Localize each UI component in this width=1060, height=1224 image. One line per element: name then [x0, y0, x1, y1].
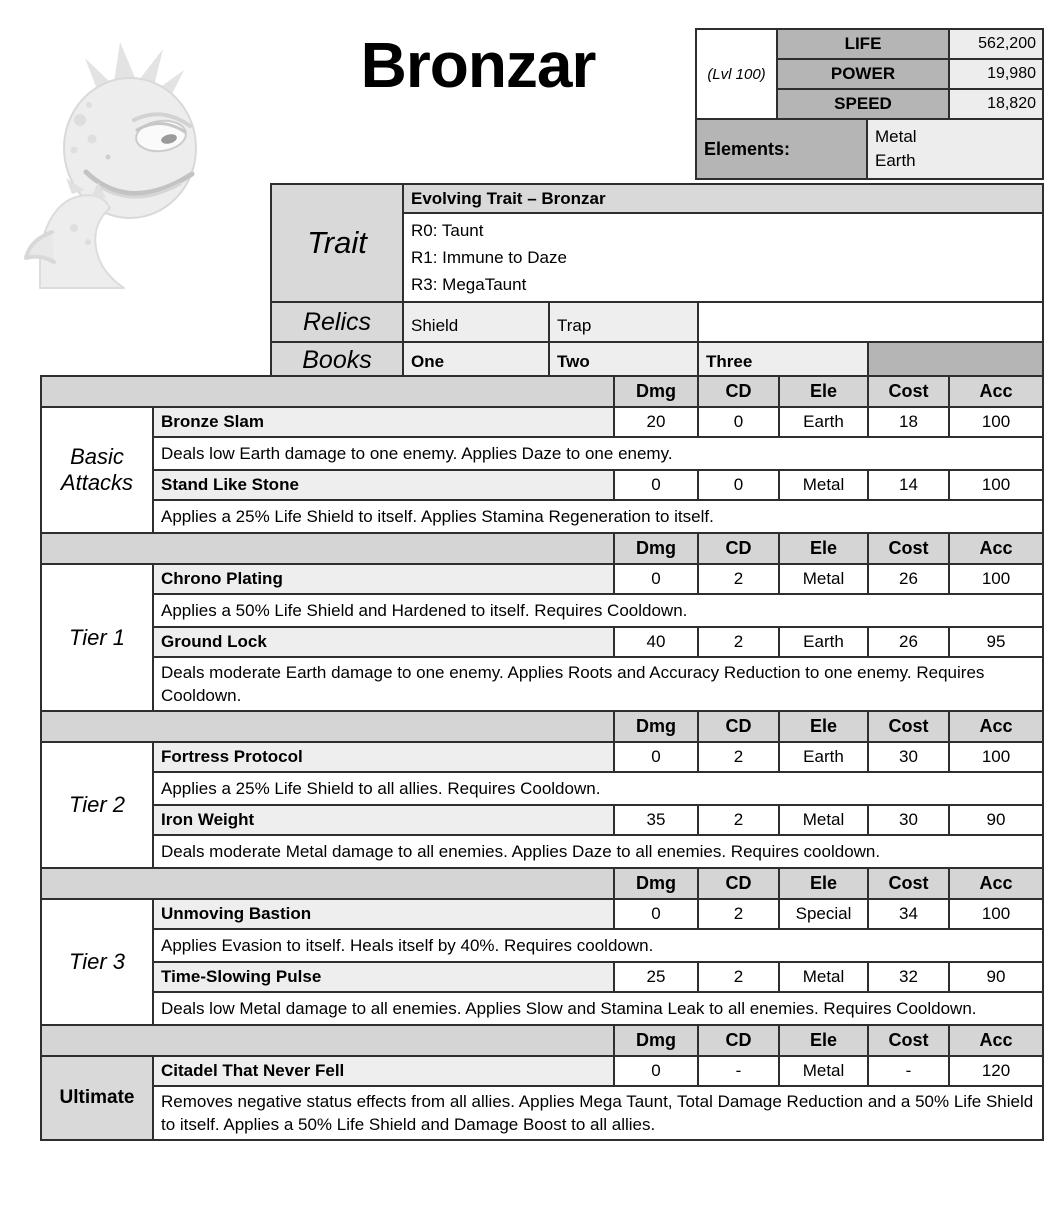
col-dmg: Dmg	[614, 711, 698, 742]
section-label: Tier 3	[41, 899, 153, 1025]
ability-desc-row	[41, 594, 1043, 627]
ability-ele: Metal	[779, 962, 868, 992]
ability-acc: 100	[949, 564, 1043, 594]
header-spacer	[41, 533, 614, 564]
column-header-row	[41, 711, 1043, 742]
section-label: Basic Attacks	[41, 407, 153, 533]
section-ultimate	[40, 1024, 1044, 1141]
ability-dmg: 0	[614, 470, 698, 500]
stat-value-speed: 18,820	[949, 89, 1043, 119]
ability-cost: -	[868, 1056, 949, 1086]
ability-ele: Metal	[779, 1056, 868, 1086]
level-badge: (Lvl 100)	[696, 29, 777, 119]
ability-desc-row	[41, 929, 1043, 962]
ability-cost: 32	[868, 962, 949, 992]
ability-description: Deals low Earth damage to one enemy. Applies Daze to one enemy.	[153, 437, 1043, 470]
header-spacer	[41, 868, 614, 899]
ability-acc: 100	[949, 407, 1043, 437]
stat-row-life	[696, 29, 1043, 59]
col-cost: Cost	[868, 1025, 949, 1056]
ability-row	[41, 407, 1043, 437]
ability-ele: Metal	[779, 470, 868, 500]
col-acc: Acc	[949, 711, 1043, 742]
ability-cd: 0	[698, 407, 779, 437]
ability-acc: 100	[949, 470, 1043, 500]
book-slot-1: One	[403, 342, 549, 378]
ability-dmg: 35	[614, 805, 698, 835]
ability-cost: 26	[868, 627, 949, 657]
col-cost: Cost	[868, 868, 949, 899]
monster-artwork	[22, 36, 237, 291]
ability-acc: 100	[949, 742, 1043, 772]
col-acc: Acc	[949, 868, 1043, 899]
ability-cd: 2	[698, 627, 779, 657]
relics-label: Relics	[271, 302, 403, 342]
stats-table	[695, 28, 1044, 120]
section-label: Ultimate	[41, 1056, 153, 1140]
col-ele: Ele	[779, 711, 868, 742]
ability-ele: Metal	[779, 805, 868, 835]
section-basic-attacks	[40, 375, 1044, 534]
ability-desc-row	[41, 992, 1043, 1025]
ability-name: Iron Weight	[153, 805, 614, 835]
relic-slot-1: Shield	[403, 302, 549, 342]
relics-row	[271, 302, 1043, 342]
column-header-row	[41, 868, 1043, 899]
section-tier-2	[40, 710, 1044, 869]
ability-row	[41, 805, 1043, 835]
trait-ranks	[403, 213, 1043, 302]
ability-dmg: 25	[614, 962, 698, 992]
stat-value-life: 562,200	[949, 29, 1043, 59]
elements-table	[695, 118, 1044, 180]
element-1: Metal	[875, 127, 917, 146]
ability-cost: 30	[868, 742, 949, 772]
ability-row	[41, 470, 1043, 500]
col-ele: Ele	[779, 1025, 868, 1056]
col-cd: CD	[698, 1025, 779, 1056]
column-header-row	[41, 1025, 1043, 1056]
ability-cd: 2	[698, 805, 779, 835]
col-dmg: Dmg	[614, 533, 698, 564]
nostril	[106, 155, 111, 160]
ability-desc-row	[41, 772, 1043, 805]
elements-values	[867, 119, 1043, 179]
col-cost: Cost	[868, 711, 949, 742]
ability-row	[41, 627, 1043, 657]
ability-name: Time-Slowing Pulse	[153, 962, 614, 992]
ability-name: Citadel That Never Fell	[153, 1056, 614, 1086]
ability-ele: Earth	[779, 742, 868, 772]
ability-description: Deals moderate Earth damage to one enemy. Applies Roots and Accuracy Reduction to one enemy. Requires Cooldown.	[153, 657, 1043, 711]
ability-desc-row	[41, 1086, 1043, 1140]
ability-cost: 34	[868, 899, 949, 929]
ability-dmg: 0	[614, 1056, 698, 1086]
ability-ele: Metal	[779, 564, 868, 594]
ability-cd: 2	[698, 899, 779, 929]
relics-empty-cell	[698, 302, 1043, 342]
header-spacer	[41, 376, 614, 407]
ability-ele: Earth	[779, 627, 868, 657]
col-dmg: Dmg	[614, 1025, 698, 1056]
trait-header-row	[271, 184, 1043, 213]
col-cd: CD	[698, 533, 779, 564]
ability-description: Removes negative status effects from all allies. Applies Mega Taunt, Total Damage Reduction and a 50% Life Shield to itself. Applies a 50% Life Shield and Damage Boost to all allies.	[153, 1086, 1043, 1140]
col-cost: Cost	[868, 376, 949, 407]
ability-cost: 26	[868, 564, 949, 594]
ability-row	[41, 962, 1043, 992]
ability-cd: 2	[698, 742, 779, 772]
column-header-row	[41, 376, 1043, 407]
ability-acc: 95	[949, 627, 1043, 657]
col-acc: Acc	[949, 376, 1043, 407]
ability-description: Applies a 50% Life Shield and Hardened to itself. Requires Cooldown.	[153, 594, 1043, 627]
ability-name: Chrono Plating	[153, 564, 614, 594]
book-slot-3: Three	[698, 342, 868, 378]
ability-acc: 90	[949, 962, 1043, 992]
ability-cost: 14	[868, 470, 949, 500]
ability-desc-row	[41, 500, 1043, 533]
ability-cd: 0	[698, 470, 779, 500]
ability-row	[41, 742, 1043, 772]
ability-cost: 18	[868, 407, 949, 437]
header-spacer	[41, 1025, 614, 1056]
ability-description: Applies Evasion to itself. Heals itself by 40%. Requires cooldown.	[153, 929, 1043, 962]
stat-value-power: 19,980	[949, 59, 1043, 89]
ability-description: Deals moderate Metal damage to all enemies. Applies Daze to all enemies. Requires cooldown.	[153, 835, 1043, 868]
ability-dmg: 20	[614, 407, 698, 437]
trait-table	[270, 183, 1044, 379]
ability-desc-row	[41, 835, 1043, 868]
header-spacer	[41, 711, 614, 742]
section-label: Tier 2	[41, 742, 153, 868]
col-cd: CD	[698, 376, 779, 407]
element-2: Earth	[875, 151, 916, 170]
ability-ele: Special	[779, 899, 868, 929]
column-header-row	[41, 533, 1043, 564]
books-row	[271, 342, 1043, 378]
ability-row	[41, 1056, 1043, 1086]
ability-cd: 2	[698, 564, 779, 594]
col-cost: Cost	[868, 533, 949, 564]
ability-row	[41, 564, 1043, 594]
ability-desc-row	[41, 657, 1043, 711]
ability-desc-row	[41, 437, 1043, 470]
ability-name: Ground Lock	[153, 627, 614, 657]
ability-name: Unmoving Bastion	[153, 899, 614, 929]
col-ele: Ele	[779, 533, 868, 564]
elements-label: Elements:	[696, 119, 867, 179]
ability-cd: 2	[698, 962, 779, 992]
ability-dmg: 0	[614, 899, 698, 929]
col-cd: CD	[698, 711, 779, 742]
relic-slot-2: Trap	[549, 302, 698, 342]
trait-rank-0: R0: Taunt	[411, 221, 484, 240]
stat-label-power: POWER	[777, 59, 949, 89]
ability-acc: 120	[949, 1056, 1043, 1086]
ability-dmg: 0	[614, 564, 698, 594]
ability-dmg: 0	[614, 742, 698, 772]
section-tier-3	[40, 867, 1044, 1026]
ability-row	[41, 899, 1043, 929]
ability-acc: 100	[949, 899, 1043, 929]
ability-description: Deals low Metal damage to all enemies. Applies Slow and Stamina Leak to all enemies. Requires Cooldown.	[153, 992, 1043, 1025]
monster-arm	[26, 232, 54, 262]
section-label: Tier 1	[41, 564, 153, 711]
col-cd: CD	[698, 868, 779, 899]
elements-row	[696, 119, 1043, 179]
books-empty-cell	[868, 342, 1043, 378]
abilities-table	[40, 375, 1044, 1141]
ability-cd: -	[698, 1056, 779, 1086]
trait-rank-3: R3: MegaTaunt	[411, 275, 527, 294]
ability-name: Stand Like Stone	[153, 470, 614, 500]
stat-label-life: LIFE	[777, 29, 949, 59]
col-dmg: Dmg	[614, 376, 698, 407]
ability-name: Fortress Protocol	[153, 742, 614, 772]
ability-description: Applies a 25% Life Shield to itself. Applies Stamina Regeneration to itself.	[153, 500, 1043, 533]
ability-cost: 30	[868, 805, 949, 835]
col-acc: Acc	[949, 1025, 1043, 1056]
books-label: Books	[271, 342, 403, 378]
trait-rank-1: R1: Immune to Daze	[411, 248, 567, 267]
col-ele: Ele	[779, 376, 868, 407]
col-acc: Acc	[949, 533, 1043, 564]
stat-label-speed: SPEED	[777, 89, 949, 119]
ability-acc: 90	[949, 805, 1043, 835]
ability-description: Applies a 25% Life Shield to all allies. Requires Cooldown.	[153, 772, 1043, 805]
col-dmg: Dmg	[614, 868, 698, 899]
ability-ele: Earth	[779, 407, 868, 437]
trait-name: Evolving Trait – Bronzar	[403, 184, 1043, 213]
page-title: Bronzar	[360, 29, 596, 101]
trait-label: Trait	[271, 184, 403, 302]
col-ele: Ele	[779, 868, 868, 899]
book-slot-2: Two	[549, 342, 698, 378]
section-tier-1	[40, 532, 1044, 712]
ability-dmg: 40	[614, 627, 698, 657]
ability-name: Bronze Slam	[153, 407, 614, 437]
